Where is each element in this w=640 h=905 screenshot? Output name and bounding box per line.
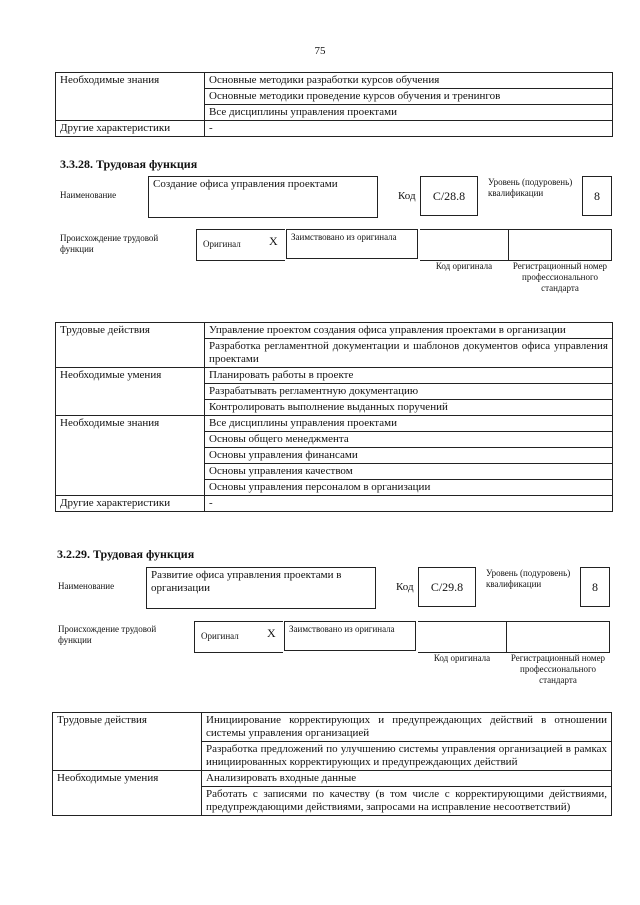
level-label: Уровень (подуровень) квалификации: [486, 568, 571, 589]
reg-number-cell: [508, 229, 612, 261]
origin-label: Происхождение трудовой функции: [58, 624, 157, 645]
table-cell: -: [205, 121, 613, 137]
code-label: Код: [398, 190, 416, 202]
section1-table: [55, 322, 613, 512]
table-cell: -: [205, 496, 613, 512]
original-cell: [196, 229, 285, 261]
original-cell: [194, 621, 283, 653]
original-label: Оригинал: [203, 239, 241, 249]
original-label: Оригинал: [201, 631, 239, 641]
code-original-label: Код оригинала: [435, 261, 493, 271]
code-original-cell: [418, 621, 507, 653]
function-name-box: [146, 567, 376, 609]
table-cell: Все дисциплины управления проектами: [205, 105, 613, 121]
reg-number-label: Регистрационный номер профессионального стандарта: [512, 261, 608, 293]
section2-table: [52, 712, 612, 816]
function-name-box: [148, 176, 378, 218]
name-label: Наименование: [60, 190, 117, 200]
table-cell: Анализировать входные данные: [202, 771, 612, 787]
borrowed-label: Заимствовано из оригинала: [289, 624, 395, 634]
table-cell: Основные методики проведение курсов обучения и тренингов: [205, 89, 613, 105]
borrowed-cell: [284, 621, 416, 651]
reg-number-label: Регистрационный номер профессионального стандарта: [510, 653, 606, 685]
original-mark: X: [269, 234, 278, 248]
table-cell: Планировать работы в проекте: [205, 368, 613, 384]
code-original-cell: [420, 229, 509, 261]
skills-label: Необходимые умения: [53, 771, 202, 816]
section-heading: 3.3.28. Трудовая функция: [60, 157, 198, 171]
reg-number-cell: [506, 621, 610, 653]
other-label: Другие характеристики: [56, 121, 205, 137]
table-cell: Основы управления персоналом в организации: [205, 480, 613, 496]
knowledge-label: Необходимые знания: [56, 73, 205, 121]
table-cell: Основы общего менеджмента: [205, 432, 613, 448]
knowledge-label: Необходимые знания: [56, 416, 205, 496]
level-label: Уровень (подуровень) квалификации: [488, 177, 573, 198]
code-value: С/28.8: [420, 176, 478, 216]
borrowed-label: Заимствовано из оригинала: [291, 232, 397, 242]
page-number: 75: [314, 45, 326, 57]
table-cell: Управление проектом создания офиса управления проектами в организации: [205, 323, 613, 339]
table-cell: Основы управления качеством: [205, 464, 613, 480]
code-original-label: Код оригинала: [433, 653, 491, 663]
level-value: 8: [580, 567, 610, 607]
skills-label: Необходимые умения: [56, 368, 205, 416]
name-label: Наименование: [58, 581, 115, 591]
table-cell: Основы управления финансами: [205, 448, 613, 464]
level-value: 8: [582, 176, 612, 216]
original-mark: X: [267, 626, 276, 640]
section-heading: 3.2.29. Трудовая функция: [57, 547, 195, 561]
other-label: Другие характеристики: [56, 496, 205, 512]
table-cell: Разработка регламентной документации и шаблонов документов офиса управления проектами: [205, 339, 613, 368]
table-cell: Основные методики разработки курсов обучения: [205, 73, 613, 89]
function-name: Развитие офиса управления проектами в организации: [151, 569, 342, 594]
function-name: Создание офиса управления проектами: [153, 178, 338, 190]
table-cell: Разработка предложений по улучшению системы управления организацией в рамках инициированных корректирующих и предупреждающих действий: [202, 742, 612, 771]
table-cell: Контролировать выполнение выданных поручений: [205, 400, 613, 416]
table-cell: Разрабатывать регламентную документацию: [205, 384, 613, 400]
table-cell: Инициирование корректирующих и предупреждающих действий в отношении системы управления организацией: [202, 713, 612, 742]
actions-label: Трудовые действия: [56, 323, 205, 368]
code-label: Код: [396, 581, 414, 593]
top-table: [55, 72, 613, 137]
table-cell: Работать с записями по качеству (в том числе с корректирующими действиями, предупреждающими действиями, запросами на исправление несоответствий): [202, 787, 612, 816]
origin-label: Происхождение трудовой функции: [60, 233, 159, 254]
actions-label: Трудовые действия: [53, 713, 202, 771]
table-cell: Все дисциплины управления проектами: [205, 416, 613, 432]
borrowed-cell: [286, 229, 418, 259]
code-value: С/29.8: [418, 567, 476, 607]
